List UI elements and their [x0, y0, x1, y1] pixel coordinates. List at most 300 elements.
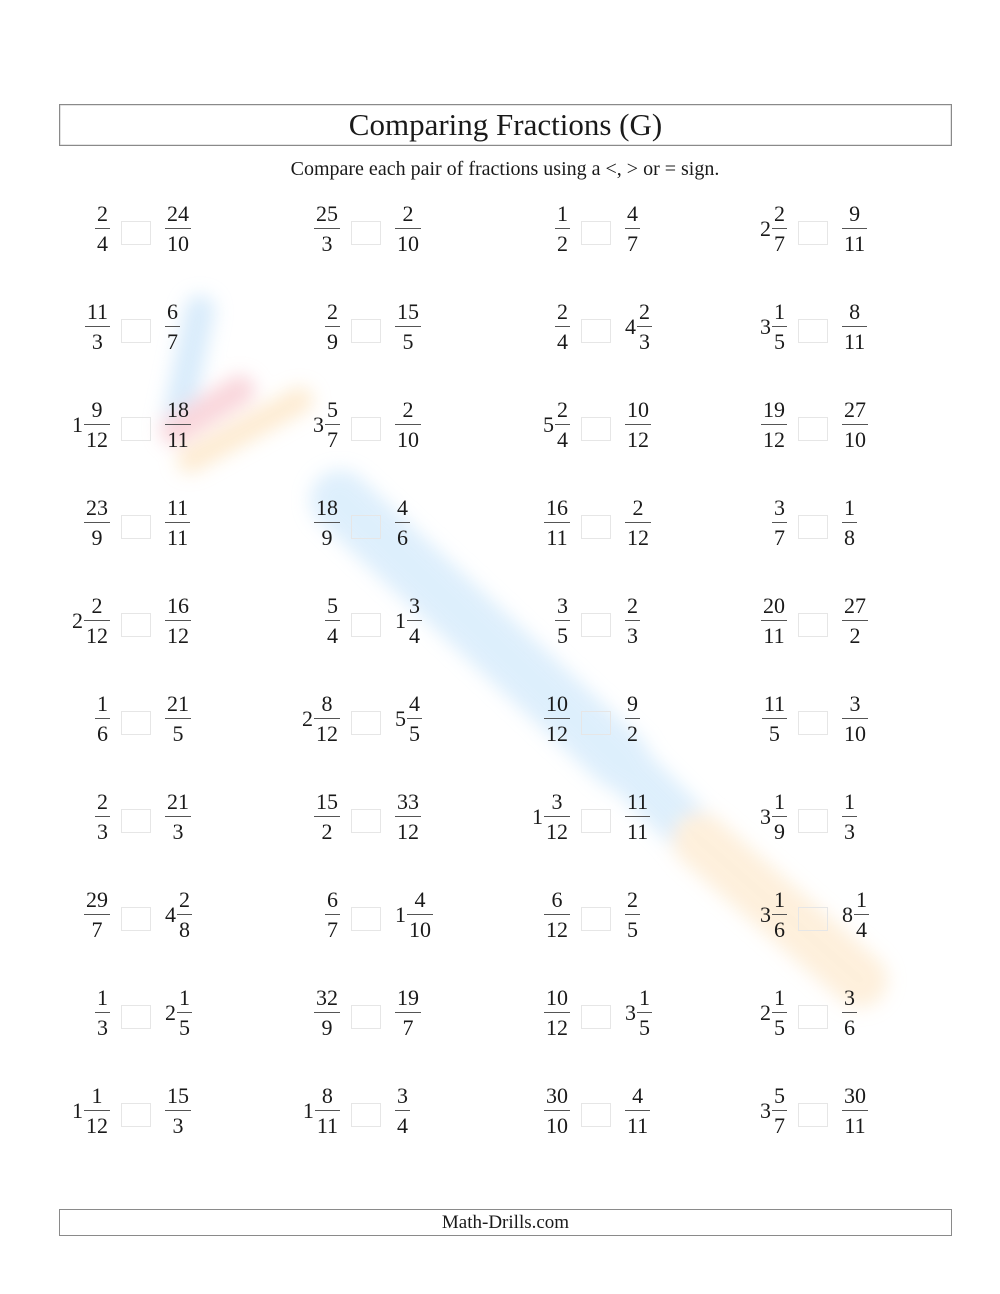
- right-operand: [625, 787, 650, 847]
- numerator: 8: [321, 1082, 333, 1108]
- denominator: 12: [167, 623, 189, 649]
- answer-box[interactable]: [121, 809, 151, 833]
- denominator: 5: [409, 721, 420, 747]
- problem-r1-c1: [55, 199, 285, 259]
- numerator: 5: [774, 1082, 785, 1108]
- numerator: 1: [844, 788, 855, 814]
- fraction: [772, 200, 787, 257]
- numerator: 30: [844, 1082, 866, 1108]
- denominator: 6: [774, 917, 785, 943]
- denominator: 11: [627, 819, 649, 845]
- problem-r7-c4: [732, 787, 962, 847]
- denominator: 3: [639, 329, 650, 355]
- numerator: 4: [409, 690, 420, 716]
- numerator: 2: [91, 592, 103, 618]
- left-operand: [285, 395, 340, 455]
- numerator: 27: [844, 592, 866, 618]
- left-operand: [732, 493, 787, 553]
- fraction: [84, 886, 110, 943]
- denominator: 12: [86, 1113, 108, 1139]
- problem-r7-c3: [515, 787, 745, 847]
- left-operand: [55, 395, 110, 455]
- numerator: 1: [97, 984, 108, 1010]
- fraction: [842, 200, 867, 257]
- problem-r4-c1: [55, 493, 285, 553]
- denominator: 7: [327, 427, 338, 453]
- numerator: 16: [546, 494, 568, 520]
- right-operand: [395, 493, 410, 553]
- answer-box[interactable]: [581, 515, 611, 539]
- answer-box[interactable]: [798, 907, 828, 931]
- numerator: 33: [397, 788, 419, 814]
- numerator: 10: [546, 984, 568, 1010]
- denominator: 12: [763, 427, 785, 453]
- numerator: 1: [774, 788, 785, 814]
- denominator: 9: [321, 1015, 333, 1041]
- left-operand: [515, 199, 570, 259]
- fraction: [625, 886, 640, 943]
- numerator: 27: [844, 396, 866, 422]
- answer-box[interactable]: [351, 1005, 381, 1029]
- fraction: [625, 396, 651, 453]
- denominator: 12: [546, 1015, 568, 1041]
- whole-number: 5: [395, 706, 406, 731]
- problem-r1-c3: [515, 199, 745, 259]
- problem-r6-c1: [55, 689, 285, 749]
- denominator: 3: [91, 329, 103, 355]
- numerator: 15: [397, 298, 419, 324]
- left-operand: [285, 199, 340, 259]
- fraction: [772, 886, 787, 943]
- right-operand: [842, 689, 868, 749]
- numerator: 23: [86, 494, 108, 520]
- numerator: 10: [627, 396, 649, 422]
- denominator: 12: [546, 721, 568, 747]
- numerator: 3: [551, 788, 563, 814]
- right-operand: [395, 395, 421, 455]
- left-operand: [515, 591, 570, 651]
- numerator: 10: [546, 690, 568, 716]
- right-operand: [625, 395, 651, 455]
- fraction: [842, 396, 868, 453]
- denominator: 6: [97, 721, 108, 747]
- left-operand: [732, 199, 787, 259]
- right-operand: [165, 983, 192, 1043]
- problem-r10-c3: [515, 1081, 745, 1141]
- denominator: 11: [627, 1113, 649, 1139]
- left-operand: [732, 591, 787, 651]
- numerator: 6: [327, 886, 338, 912]
- problem-r10-c4: [732, 1081, 962, 1141]
- answer-box[interactable]: [121, 711, 151, 735]
- footer-box: [59, 1209, 952, 1236]
- fraction: [165, 494, 190, 551]
- right-operand: [625, 1081, 650, 1141]
- numerator: 1: [856, 886, 867, 912]
- fraction: [314, 984, 340, 1041]
- numerator: 9: [849, 200, 861, 226]
- left-operand: [55, 983, 110, 1043]
- denominator: 11: [844, 231, 866, 257]
- problem-r3-c3: [515, 395, 745, 455]
- left-operand: [515, 787, 570, 847]
- answer-box[interactable]: [798, 1005, 828, 1029]
- numerator: 8: [849, 298, 861, 324]
- fraction: [325, 396, 340, 453]
- right-operand: [395, 983, 421, 1043]
- right-operand: [625, 493, 651, 553]
- whole-number: 2: [302, 706, 313, 731]
- fraction: [842, 494, 857, 551]
- problem-r5-c1: [55, 591, 285, 651]
- denominator: 3: [97, 1015, 108, 1041]
- right-operand: [625, 199, 640, 259]
- denominator: 5: [402, 329, 414, 355]
- fraction: [555, 592, 570, 649]
- page-title: Comparing Fractions (G): [348, 107, 663, 142]
- fraction: [842, 690, 868, 747]
- denominator: 10: [167, 231, 189, 257]
- left-operand: [55, 787, 110, 847]
- numerator: 3: [397, 1082, 408, 1108]
- denominator: 9: [327, 329, 338, 355]
- fraction: [314, 788, 340, 845]
- problem-r8-c2: [285, 885, 515, 945]
- left-operand: [515, 983, 570, 1043]
- right-operand: [395, 1081, 410, 1141]
- fraction: [315, 1082, 340, 1139]
- answer-box[interactable]: [351, 613, 381, 637]
- fraction: [165, 690, 191, 747]
- problem-r5-c2: [285, 591, 515, 651]
- left-operand: [732, 689, 787, 749]
- answer-box[interactable]: [581, 809, 611, 833]
- denominator: 7: [774, 525, 785, 551]
- denominator: 6: [397, 525, 408, 551]
- answer-box[interactable]: [581, 1103, 611, 1127]
- fraction: [395, 1082, 410, 1139]
- right-operand: [165, 787, 191, 847]
- problem-r1-c4: [732, 199, 962, 259]
- numerator: 2: [557, 298, 568, 324]
- problem-r4-c2: [285, 493, 515, 553]
- answer-box[interactable]: [351, 809, 381, 833]
- problem-r6-c2: [285, 689, 515, 749]
- numerator: 15: [316, 788, 338, 814]
- fraction: [84, 592, 110, 649]
- answer-box[interactable]: [581, 221, 611, 245]
- answer-box[interactable]: [798, 515, 828, 539]
- denominator: 3: [844, 819, 855, 845]
- fraction: [395, 788, 421, 845]
- fraction: [395, 200, 421, 257]
- problem-r10-c2: [285, 1081, 515, 1141]
- denominator: 2: [849, 623, 861, 649]
- right-operand: [842, 983, 857, 1043]
- denominator: 6: [844, 1015, 855, 1041]
- numerator: 11: [763, 690, 785, 716]
- fraction: [177, 886, 192, 943]
- problem-r3-c2: [285, 395, 515, 455]
- problem-r6-c3: [515, 689, 745, 749]
- fraction: [842, 1082, 868, 1139]
- answer-box[interactable]: [351, 515, 381, 539]
- numerator: 20: [763, 592, 785, 618]
- answer-box[interactable]: [121, 907, 151, 931]
- fraction: [395, 984, 421, 1041]
- denominator: 4: [97, 231, 108, 257]
- fraction: [761, 592, 787, 649]
- fraction: [314, 690, 340, 747]
- answer-box[interactable]: [798, 1103, 828, 1127]
- denominator: 3: [627, 623, 638, 649]
- denominator: 10: [844, 427, 866, 453]
- answer-box[interactable]: [798, 221, 828, 245]
- left-operand: [55, 199, 110, 259]
- fraction: [165, 788, 191, 845]
- left-operand: [285, 591, 340, 651]
- whole-number: 4: [165, 902, 176, 927]
- problem-r10-c1: [55, 1081, 285, 1141]
- denominator: 4: [327, 623, 338, 649]
- answer-box[interactable]: [351, 417, 381, 441]
- problem-r7-c1: [55, 787, 285, 847]
- right-operand: [625, 297, 652, 357]
- denominator: 10: [844, 721, 866, 747]
- numerator: 2: [557, 396, 568, 422]
- fraction: [95, 690, 110, 747]
- left-operand: [732, 297, 787, 357]
- fraction: [165, 1082, 191, 1139]
- whole-number: 1: [72, 412, 83, 437]
- denominator: 4: [397, 1113, 408, 1139]
- right-operand: [842, 297, 867, 357]
- numerator: 4: [627, 200, 638, 226]
- numerator: 32: [316, 984, 338, 1010]
- whole-number: 1: [395, 608, 406, 633]
- denominator: 7: [402, 1015, 414, 1041]
- fraction: [395, 494, 410, 551]
- problem-r2-c3: [515, 297, 745, 357]
- right-operand: [842, 787, 857, 847]
- answer-box[interactable]: [798, 417, 828, 441]
- denominator: 8: [179, 917, 190, 943]
- answer-box[interactable]: [121, 613, 151, 637]
- whole-number: 2: [165, 1000, 176, 1025]
- numerator: 3: [557, 592, 568, 618]
- fraction: [544, 690, 570, 747]
- answer-box[interactable]: [351, 907, 381, 931]
- fraction: [772, 1082, 787, 1139]
- whole-number: 1: [302, 1098, 314, 1123]
- fraction: [625, 494, 651, 551]
- answer-box[interactable]: [581, 613, 611, 637]
- denominator: 4: [856, 917, 867, 943]
- numerator: 2: [627, 886, 638, 912]
- answer-box[interactable]: [351, 1103, 381, 1127]
- numerator: 21: [167, 690, 189, 716]
- answer-box[interactable]: [798, 711, 828, 735]
- whole-number: 2: [72, 608, 83, 633]
- numerator: 1: [774, 886, 785, 912]
- denominator: 9: [321, 525, 333, 551]
- left-operand: [732, 787, 787, 847]
- problem-r7-c2: [285, 787, 515, 847]
- denominator: 5: [774, 1015, 785, 1041]
- answer-box[interactable]: [121, 515, 151, 539]
- left-operand: [285, 885, 340, 945]
- problem-r5-c4: [732, 591, 962, 651]
- whole-number: 1: [72, 1098, 83, 1123]
- left-operand: [732, 885, 787, 945]
- denominator: 12: [86, 427, 108, 453]
- denominator: 5: [172, 721, 184, 747]
- answer-box[interactable]: [581, 319, 611, 343]
- right-operand: [395, 591, 422, 651]
- numerator: 2: [402, 200, 414, 226]
- answer-box[interactable]: [351, 319, 381, 343]
- left-operand: [515, 885, 570, 945]
- fraction: [314, 494, 340, 551]
- problem-r5-c3: [515, 591, 745, 651]
- denominator: 10: [546, 1113, 568, 1139]
- left-operand: [515, 1081, 570, 1141]
- answer-box[interactable]: [581, 711, 611, 735]
- fraction: [84, 396, 110, 453]
- answer-box[interactable]: [581, 907, 611, 931]
- answer-box[interactable]: [121, 1005, 151, 1029]
- numerator: 4: [414, 886, 426, 912]
- fraction: [842, 788, 857, 845]
- fraction: [395, 396, 421, 453]
- denominator: 12: [86, 623, 108, 649]
- problem-r6-c4: [732, 689, 962, 749]
- answer-box[interactable]: [581, 417, 611, 441]
- answer-box[interactable]: [798, 319, 828, 343]
- numerator: 2: [639, 298, 650, 324]
- fraction: [544, 1082, 570, 1139]
- denominator: 11: [763, 623, 785, 649]
- fraction: [842, 298, 867, 355]
- denominator: 3: [172, 819, 184, 845]
- left-operand: [55, 885, 110, 945]
- denominator: 3: [172, 1113, 184, 1139]
- whole-number: 3: [760, 902, 771, 927]
- answer-box[interactable]: [121, 417, 151, 441]
- whole-number: 3: [760, 1098, 771, 1123]
- numerator: 4: [632, 1082, 644, 1108]
- numerator: 1: [844, 494, 855, 520]
- whole-number: 4: [625, 314, 636, 339]
- denominator: 12: [316, 721, 338, 747]
- numerator: 2: [97, 200, 108, 226]
- answer-box[interactable]: [798, 613, 828, 637]
- fraction: [177, 984, 192, 1041]
- numerator: 5: [327, 592, 338, 618]
- numerator: 24: [167, 200, 189, 226]
- problem-r2-c4: [732, 297, 962, 357]
- numerator: 3: [774, 494, 785, 520]
- left-operand: [732, 983, 787, 1043]
- denominator: 12: [397, 819, 419, 845]
- answer-box[interactable]: [581, 1005, 611, 1029]
- numerator: 29: [86, 886, 108, 912]
- right-operand: [842, 493, 857, 553]
- footer-text: Math-Drills.com: [441, 1212, 570, 1233]
- fraction: [625, 1082, 650, 1139]
- numerator: 6: [551, 886, 563, 912]
- denominator: 10: [409, 917, 431, 943]
- numerator: 3: [409, 592, 420, 618]
- fraction: [95, 984, 110, 1041]
- problem-r8-c4: [732, 885, 962, 945]
- numerator: 1: [557, 200, 568, 226]
- denominator: 11: [844, 1113, 866, 1139]
- right-operand: [625, 983, 652, 1043]
- left-operand: [285, 1081, 340, 1141]
- fraction: [165, 396, 191, 453]
- problem-r4-c3: [515, 493, 745, 553]
- numerator: 11: [627, 788, 649, 814]
- denominator: 12: [627, 427, 649, 453]
- denominator: 7: [327, 917, 338, 943]
- numerator: 15: [167, 1082, 189, 1108]
- fraction: [407, 690, 422, 747]
- fraction: [544, 984, 570, 1041]
- denominator: 2: [321, 819, 333, 845]
- fraction: [165, 592, 191, 649]
- denominator: 4: [557, 329, 568, 355]
- denominator: 5: [627, 917, 638, 943]
- denominator: 11: [316, 1113, 338, 1139]
- denominator: 7: [167, 329, 178, 355]
- fraction: [555, 200, 570, 257]
- denominator: 4: [557, 427, 568, 453]
- denominator: 11: [844, 329, 866, 355]
- numerator: 1: [179, 984, 190, 1010]
- numerator: 4: [397, 494, 408, 520]
- denominator: 12: [546, 917, 568, 943]
- fraction: [637, 298, 652, 355]
- problem-r8-c1: [55, 885, 285, 945]
- fraction: [95, 788, 110, 845]
- answer-box[interactable]: [351, 221, 381, 245]
- left-operand: [515, 689, 570, 749]
- numerator: 18: [316, 494, 338, 520]
- fraction: [555, 298, 570, 355]
- numerator: 3: [844, 984, 855, 1010]
- answer-box[interactable]: [121, 221, 151, 245]
- right-operand: [165, 297, 180, 357]
- answer-box[interactable]: [798, 809, 828, 833]
- right-operand: [395, 885, 433, 945]
- fraction: [625, 788, 650, 845]
- fraction: [325, 592, 340, 649]
- numerator: 19: [397, 984, 419, 1010]
- right-operand: [395, 689, 422, 749]
- left-operand: [285, 297, 340, 357]
- denominator: 12: [546, 819, 568, 845]
- denominator: 7: [774, 231, 785, 257]
- fraction: [544, 494, 570, 551]
- answer-box[interactable]: [351, 711, 381, 735]
- answer-box[interactable]: [121, 1103, 151, 1127]
- fraction: [165, 200, 191, 257]
- denominator: 5: [557, 623, 568, 649]
- answer-box[interactable]: [121, 319, 151, 343]
- denominator: 9: [91, 525, 103, 551]
- denominator: 7: [774, 1113, 785, 1139]
